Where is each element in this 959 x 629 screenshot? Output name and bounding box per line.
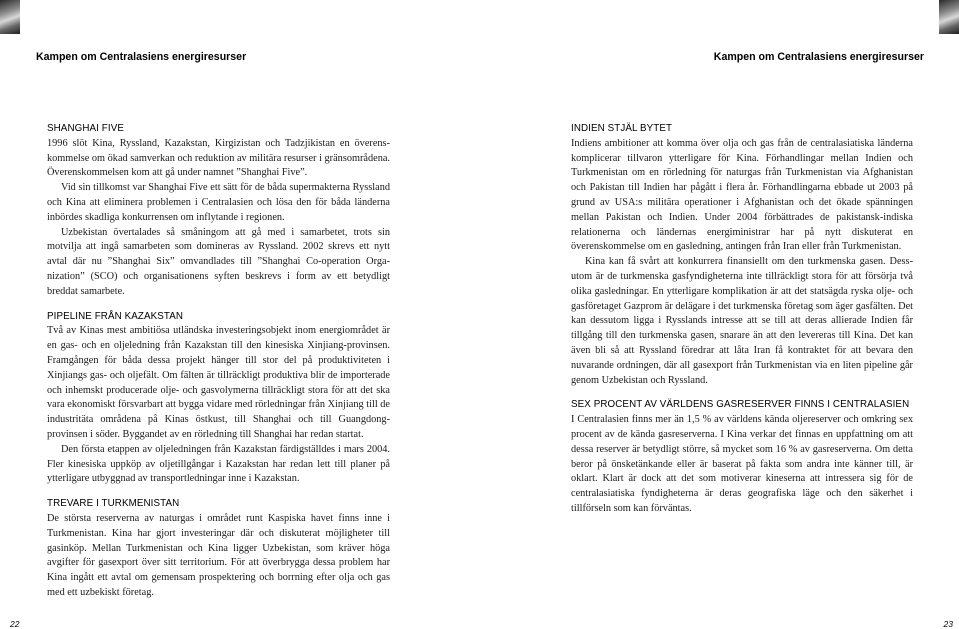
section-heading: SEX PROCENT AV VÄRLDENS GASRESERVER FINNS I CENTRALASIEN <box>571 399 910 411</box>
section-heading: SHANGHAI FIVE <box>47 123 124 134</box>
section-heading: PIPELINE FRÅN KAZAKSTAN <box>47 310 184 322</box>
section-heading: TREVARE I TURKMENISTAN <box>47 498 180 510</box>
running-head-right: Kampen om Centralasiens energiresurser <box>713 51 924 63</box>
left-page-body <box>47 122 390 611</box>
running-head-left: Kampen om Centralasiens energiresurser <box>36 51 247 63</box>
page-number-right: 23 <box>943 619 953 629</box>
paragraph: Två av Kinas mest ambitiösa utländska investeringsobjekt inom energiområdet är en gas- och en oljeledning från Kazakstan till den kinesiska Xinjiang-provinsen. Framgången för båda dessa projekt hänger till stor del på produktiviteten i Xinjiangs gas- och oljefält. Om fälten är tillräckligt produktiva blir de importerade och inhemskt producerade olje- och gasvolymerna tillräckligt stora för att det ska vara ekonomiskt försvarbart att bygga vidare med rörledningar från Xinjiang till de industritäta områdena på Kinas östkust, till Shanghai och till Guangdong-provinsen i söder. Byggandet av en rörledning till Shanghai har redan startat. <box>47 325 390 440</box>
page-number-left: 22 <box>10 619 20 629</box>
paragraph: I Centralasien finns mer än 1,5 % av världens kända oljereserver och omkring sex procent av de kända gasreserverna. I Kina verkar det finnas en uppfattning om att dessa reserver är betydligt större, så mycket som 16 % av gasreserverna. Om detta beror på önsketänkande eller är baserat på fakta som andra inte känner till, är oklart. Klart är dock att det som motiverar kineserna att intressera sig för de centralasiatiska fyndigheterna är deras geografiska läge och den säkerhet i tillförseln som kan förväntas. <box>571 414 913 514</box>
right-page-body <box>571 122 913 527</box>
section-heading: INDIEN STJÄL BYTET <box>571 123 673 134</box>
section-shanghai-five <box>47 122 390 300</box>
paragraph: Den första etappen av oljeledningen från Kazakstan färdigställdes i mars 2004. Fler kinesiska uppköp av oljetillgångar i Kazakstan har redan lett till planer på ytterligare utbyggnad av transportledningar inne i Kazakstan. <box>47 443 390 485</box>
paragraph: Indiens ambitioner att komma över olja och gas från de centralasiatiska länderna komplicerar tillvaron ytterligare för Kina. Förhandlingar mellan Indien och Turkmenistan om en rörledning för naturgas från Turkmenistan via Afghanistan och Pakistan till Indien har pågått i flera år. Förhandlingarna ebbade ut 2003 på grund av USA:s militära operationer i Afghanistan och det ökade spänningen mellan Pakistan och Indien. Under 2004 förbättrades de pakistansk-indiska relationerna och ländernas energiministrar har på nytt diskuterat en överenskommelse om en gasledning, antingen från Iran eller från Turkmenistan. <box>571 137 913 253</box>
section-trevare-turkmenistan <box>47 497 390 601</box>
section-sex-procent <box>571 398 913 516</box>
corner-photo-left <box>0 0 20 34</box>
paragraph: Vid sin tillkomst var Shanghai Five ett sätt för de båda supermakterna Ryssland och Kina att eliminera problemen i Centralasien och lösa den för båda länderna inbördes skadliga konkurrensen om inflytande i regionen. <box>47 182 390 223</box>
paragraph: 1996 slöt Kina, Ryssland, Kazakstan, Kirgizistan och Tadzjikistan en överenskommelse om ökad samverkan och reduktion av militära resurser i gränsområdena. Överenskommelsen kom att gå under namnet ”Shanghai Five”. <box>47 137 390 179</box>
paragraph: De största reserverna av naturgas i området runt Kaspiska havet finns inne i Turkmenistan. Kina har gjort investeringar där och diskuterat möjligheter till gasinköp. Mellan Turkmenistan och Kina ligger Uzbekistan, som kräver höga avgifter för gasexport över sitt territorium. För att överbrygga dessa problem har Kina ingått ett avtal om gemensam prospektering och borrning efter olja och gas med ett uzbekiskt företag. <box>47 512 390 598</box>
section-indien-stjal-bytet <box>571 122 913 388</box>
paragraph: Uzbekistan övertalades så småningom att gå med i samarbetet, trots sin motvilja att ingå samarbeten som domineras av Ryssland. 2002 skrevs ett nytt avtal där nu ”Shanghai Six” omvandlades till ”Shanghai Co-operation Organization” (SCO) och organisationens syften beskrevs i form av ett betydligt breddat samarbete. <box>47 226 390 297</box>
corner-photo-right <box>939 0 959 34</box>
section-pipeline-kazakstan <box>47 310 390 488</box>
paragraph: Kina kan få svårt att konkurrera finansiellt om den turkmenska gasen. Dessutom är de turkmenska gasfyndigheterna inte tillräckligt stora för att försörja två olika gasledningar. En ytterligare komplikation är att det statsägda ryska olje- och gasföretaget Gazprom är delägare i det turkmenska företag som äger gasfälten. Det kan dessutom ligga i Rysslands intresse att se till att deras allierade Indien får tillgång till den turkmenska gasen, snarare än att den levereras till Kina. Det kan även bli så att Ryssland föredrar att låta Iran få kontraktet för att bevara den nuvarande ordningen, där all gasexport från Turkmenistan via en liten pipeline går genom Uzbekistan och Ryssland. <box>571 256 913 386</box>
